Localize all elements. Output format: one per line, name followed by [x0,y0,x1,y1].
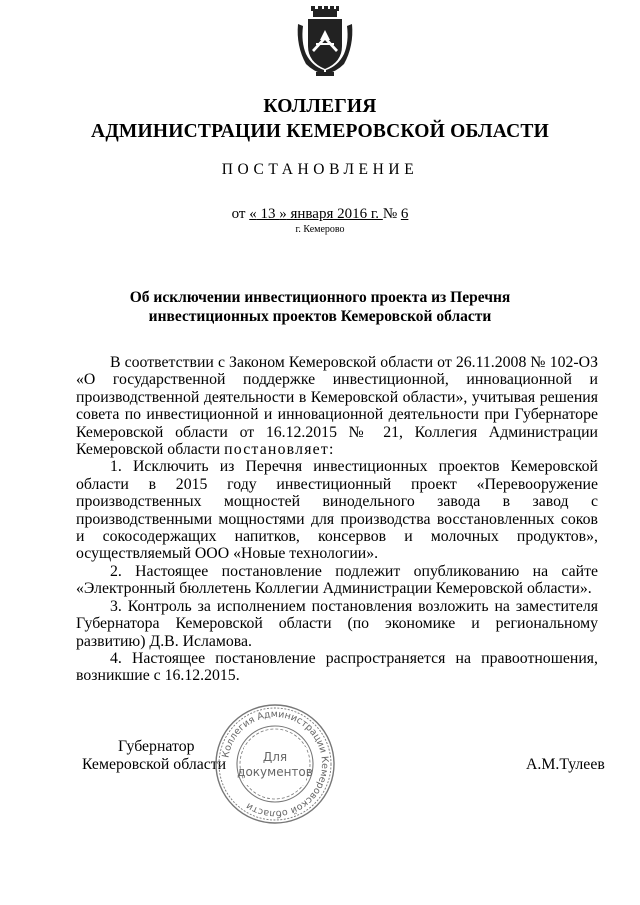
date-open-quote: « [249,206,257,222]
document-number: 6 [400,206,409,222]
kemerovo-coat-of-arms-icon [296,6,354,78]
subject-line1: Об исключении инвестиционного проекта из Перечня [129,289,511,306]
header-title-line1: КОЛЛЕГИЯ [263,96,377,117]
date-prefix: от [231,206,246,222]
decision-word: постановляет: [224,441,335,459]
preamble-paragraph [76,354,598,458]
svg-text:Коллегия Администрации Кемеров: Коллегия Администрации Кемеровской области [220,708,331,820]
preamble-text: В соответствии с Законом Кемеровской области от 26.11.2008 № 102-ОЗ «О государственной поддержке инвестиционной, инновационной и производственной деятельности в Кемеровской области», учитывая решения совета по инвестиционной и инновационной деятельности при Губернаторе Кемеровской области от 16.12.2015 № 21, Коллегия Администрации Кемеровской области [76,354,598,459]
document-body [76,354,598,685]
date-line [0,206,640,223]
signatory-name: А.М.Тулеев [526,756,605,773]
signatory-title-line1: Губернатор [118,738,195,755]
city-label: г. Кемерово [295,224,345,235]
clause-4: 4. Настоящее постановление распространяется на правоотношения, возникшие с 16.12.2015. [76,649,598,685]
clause-1: 1. Исключить из Перечня инвестиционных проектов Кемеровской области в 2015 году инвестиционный проект «Перевооружение производственных мощностей винодельного завода в завод с производственными мощностями для производства восстановленных соков и сокосодержащих напитков, консервов и молочных продуктов», осуществляемый ООО «Новые технологии». [76,458,598,563]
header-title-line2: АДМИНИСТРАЦИИ КЕМЕРОВСКОЙ ОБЛАСТИ [91,121,549,142]
number-sign: № [382,206,398,222]
clause-2: 2. Настоящее постановление подлежит опубликованию на сайте «Электронный бюллетень Коллегии Администрации Кемеровской области». [76,562,598,598]
subject-title [0,288,640,326]
document-type: ПОСТАНОВЛЕНИЕ [221,161,419,178]
official-stamp [214,703,336,825]
svg-text:Для: Для [262,750,288,764]
date-month-year: января 2016 г. [286,206,383,222]
subject-line2: инвестиционных проектов Кемеровской области [148,308,492,325]
clause-3: 3. Контроль за исполнением постановления возложить на заместителя Губернатора Кемеровской области (по экономике и региональному развитию) Д.В. Исламова. [76,597,598,650]
date-close-quote: » [279,206,287,222]
date-day: 13 [256,206,280,222]
svg-text:документов: документов [237,765,313,779]
signatory-title-line2: Кемеровской области [82,756,227,773]
